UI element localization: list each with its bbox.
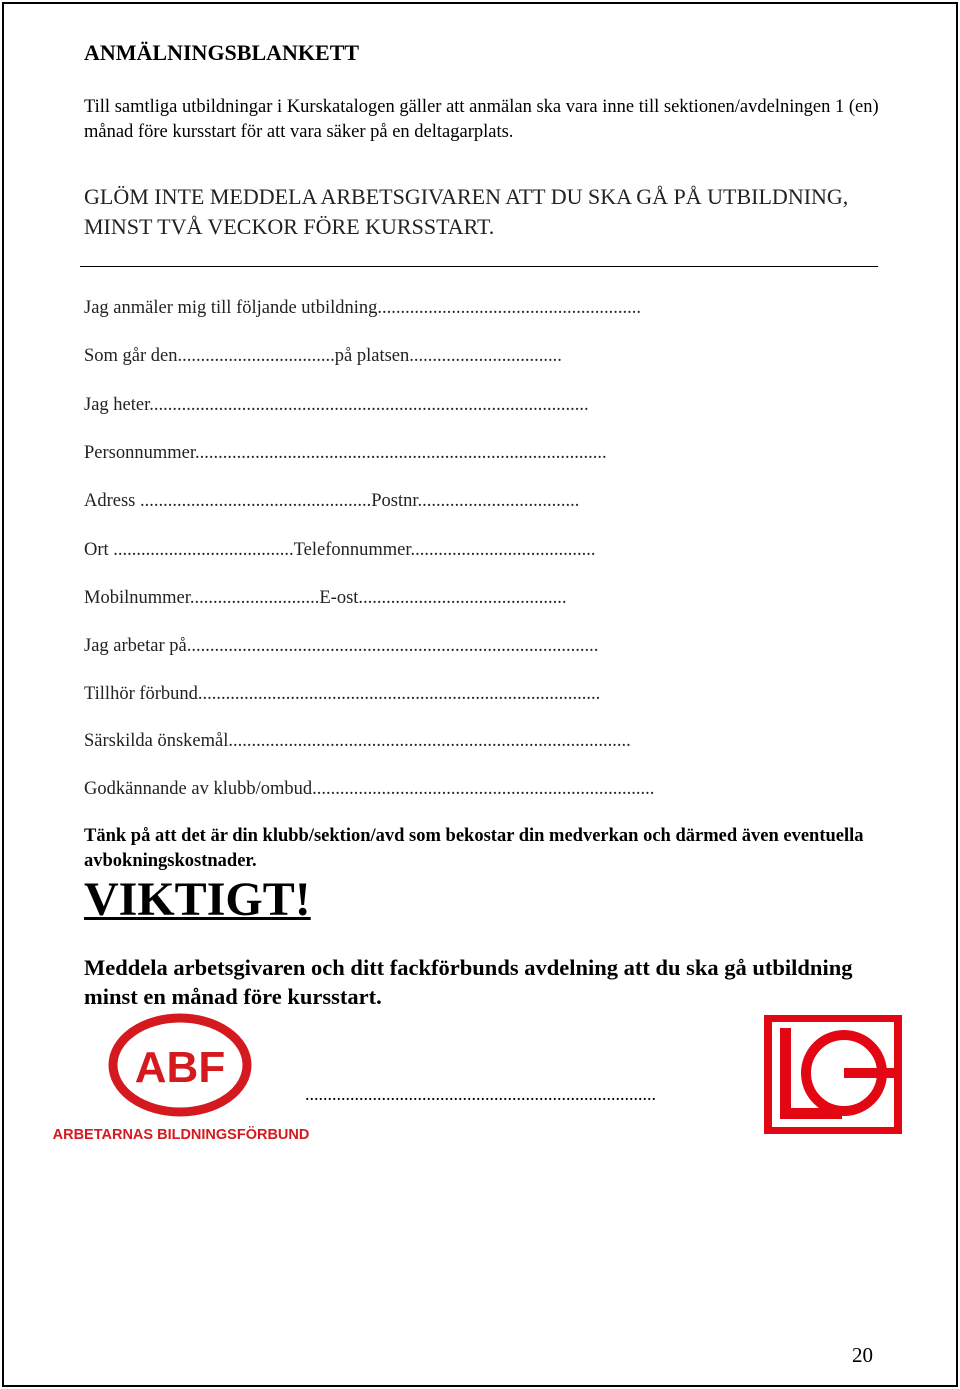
important-heading: VIKTIGT! — [84, 873, 311, 926]
warning-text: GLÖM INTE MEDDELA ARBETSGIVAREN ATT DU SKA GÅ PÅ UTBILDNING, MINST TVÅ VECKOR FÖRE KURSSTART. — [84, 184, 849, 239]
divider — [80, 266, 878, 267]
field-mobile-email[interactable]: Mobilnummer............................E-ost............................................. — [84, 588, 567, 608]
abf-logo-mark: ABF — [134, 1043, 226, 1092]
field-personal-number[interactable]: Personnummer......................................................................................... — [84, 443, 607, 463]
page-number: 20 — [852, 1343, 873, 1367]
field-city-phone[interactable]: Ort .......................................Telefonnummer........................................ — [84, 540, 596, 560]
field-course[interactable]: Jag anmäler mig till följande utbildning......................................................... — [84, 298, 641, 318]
field-workplace[interactable]: Jag arbetar på......................................................................................... — [84, 636, 599, 656]
field-approval[interactable]: Godkännande av klubb/ombud.......................................................................... — [84, 779, 655, 799]
field-union[interactable]: Tillhör förbund....................................................................................... — [84, 684, 601, 704]
abf-logo-tagline: ARBETARNAS BILDNINGSFÖRBUND — [52, 1127, 310, 1143]
intro-text: Till samtliga utbildningar i Kurskatalogen gäller att anmälan ska vara inne till sektionen/avdelningen 1 (en) månad före kursstart för att vara säker på en deltagarplats. — [84, 97, 879, 142]
field-date-place[interactable]: Som går den..................................på platsen................................. — [84, 346, 562, 366]
cost-note: Tänk på att det är din klubb/sektion/avd som bekostar din medverkan och därmed även eventuella avbokningskostnader. — [84, 826, 864, 871]
lo-logo — [764, 1015, 902, 1134]
abf-logo — [50, 1012, 312, 1148]
form-title: ANMÄLNINGSBLANKETT — [84, 40, 360, 65]
field-address[interactable]: Adress ..................................................Postnr................................... — [84, 491, 580, 511]
important-text: Meddela arbetsgivaren och ditt fackförbunds avdelning att du ska gå utbildning minst en månad före kursstart. — [84, 955, 853, 1009]
field-special-requests[interactable]: Särskilda önskemål....................................................................................... — [84, 731, 631, 751]
field-name[interactable]: Jag heter............................................................................................... — [84, 395, 589, 415]
dotted-line: .............................................................................. — [305, 1084, 656, 1104]
